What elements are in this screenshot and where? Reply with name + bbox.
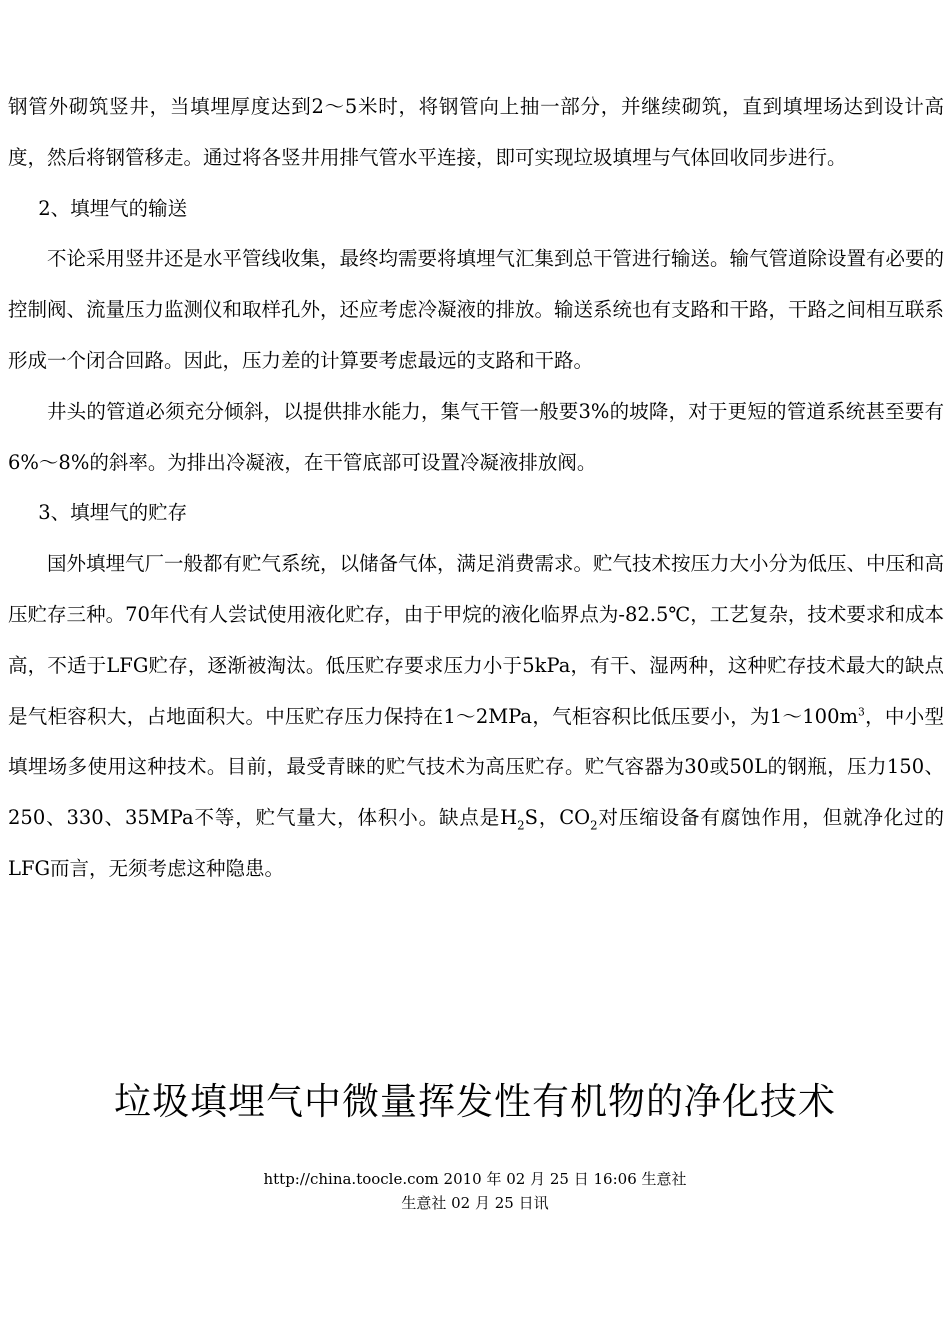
paragraph-gas-transport: 不论采用竖井还是水平管线收集，最终均需要将填埋气汇集到总干管进行输送。输气管道除设置有必要的控制阀、流量压力监测仪和取样孔外，还应考虑冷凝液的排放。输送系统也有支路和干路，干路之间相互联系形成一个闭合回路。因此，压力差的计算要考虑最远的支路和干路。 bbox=[8, 247, 945, 372]
section-heading-gas-transport: 2、填埋气的输送 bbox=[38, 196, 188, 220]
source-line: http://china.toocle.com 2010 年 02 月 25 日 16:06 生意社 bbox=[263, 1170, 687, 1188]
co2-subscript: 2 bbox=[590, 818, 598, 833]
section-heading-gas-storage: 3、填埋气的贮存 bbox=[38, 501, 188, 525]
storage-text-part-a: 国外填埋气厂一般都有贮气系统，以储备气体，满足消费需求。贮气技术按压力大小分为低压、中压和高压贮存三种。70年代有人尝试使用液化贮存，由于甲烷的液化临界点为-82.5℃，工艺复杂，技术要求和成本高，不适于LFG贮存，逐渐被淘汰。低压贮存要求压力小于5kPa，有干、湿两种，这种贮存技术最大的缺点是气柜容积大，占地面积大。中压贮存压力保持在1～2MPa，气柜容积比低压要小，为1～100m bbox=[8, 552, 945, 728]
article-meta bbox=[0, 1167, 950, 1215]
dateline: 生意社 02 月 25 日讯 bbox=[401, 1194, 549, 1212]
cubic-superscript: 3 bbox=[858, 705, 865, 719]
paragraph-gas-storage bbox=[8, 539, 944, 895]
storage-text-part-b: ，中小型填埋场多使用这种技术。目前，最受青睐的贮气技术为高压贮存。贮气容器为30或50L的钢瓶，压力150、250、330、35MPa不等，贮气量大，体积小。缺点是H bbox=[8, 704, 944, 830]
paragraph-shaft-construction: 钢管外砌筑竖井，当填埋厚度达到2～5米时，将钢管向上抽一部分，并继续砌筑，直到填埋场达到设计高度，然后将钢管移走。通过将各竖井用排气管水平连接，即可实现垃圾填埋与气体回收同步进行。 bbox=[8, 95, 944, 169]
h2s-subscript: 2 bbox=[517, 818, 525, 833]
storage-text-part-c: S，CO bbox=[524, 806, 591, 830]
storage-text-part-d: 对压缩设备有腐蚀作用，但就净化过的LFG而言，无须考虑这种隐患。 bbox=[8, 806, 944, 880]
article-title: 垃圾填埋气中微量挥发性有机物的净化技术 bbox=[114, 1080, 836, 1123]
article-body bbox=[8, 82, 944, 895]
paragraph-pipe-slope: 井头的管道必须充分倾斜，以提供排水能力，集气干管一般要3%的坡降，对于更短的管道系统甚至要有6%～8%的斜率。为排出冷凝液，在干管底部可设置冷凝液排放阀。 bbox=[8, 399, 944, 474]
